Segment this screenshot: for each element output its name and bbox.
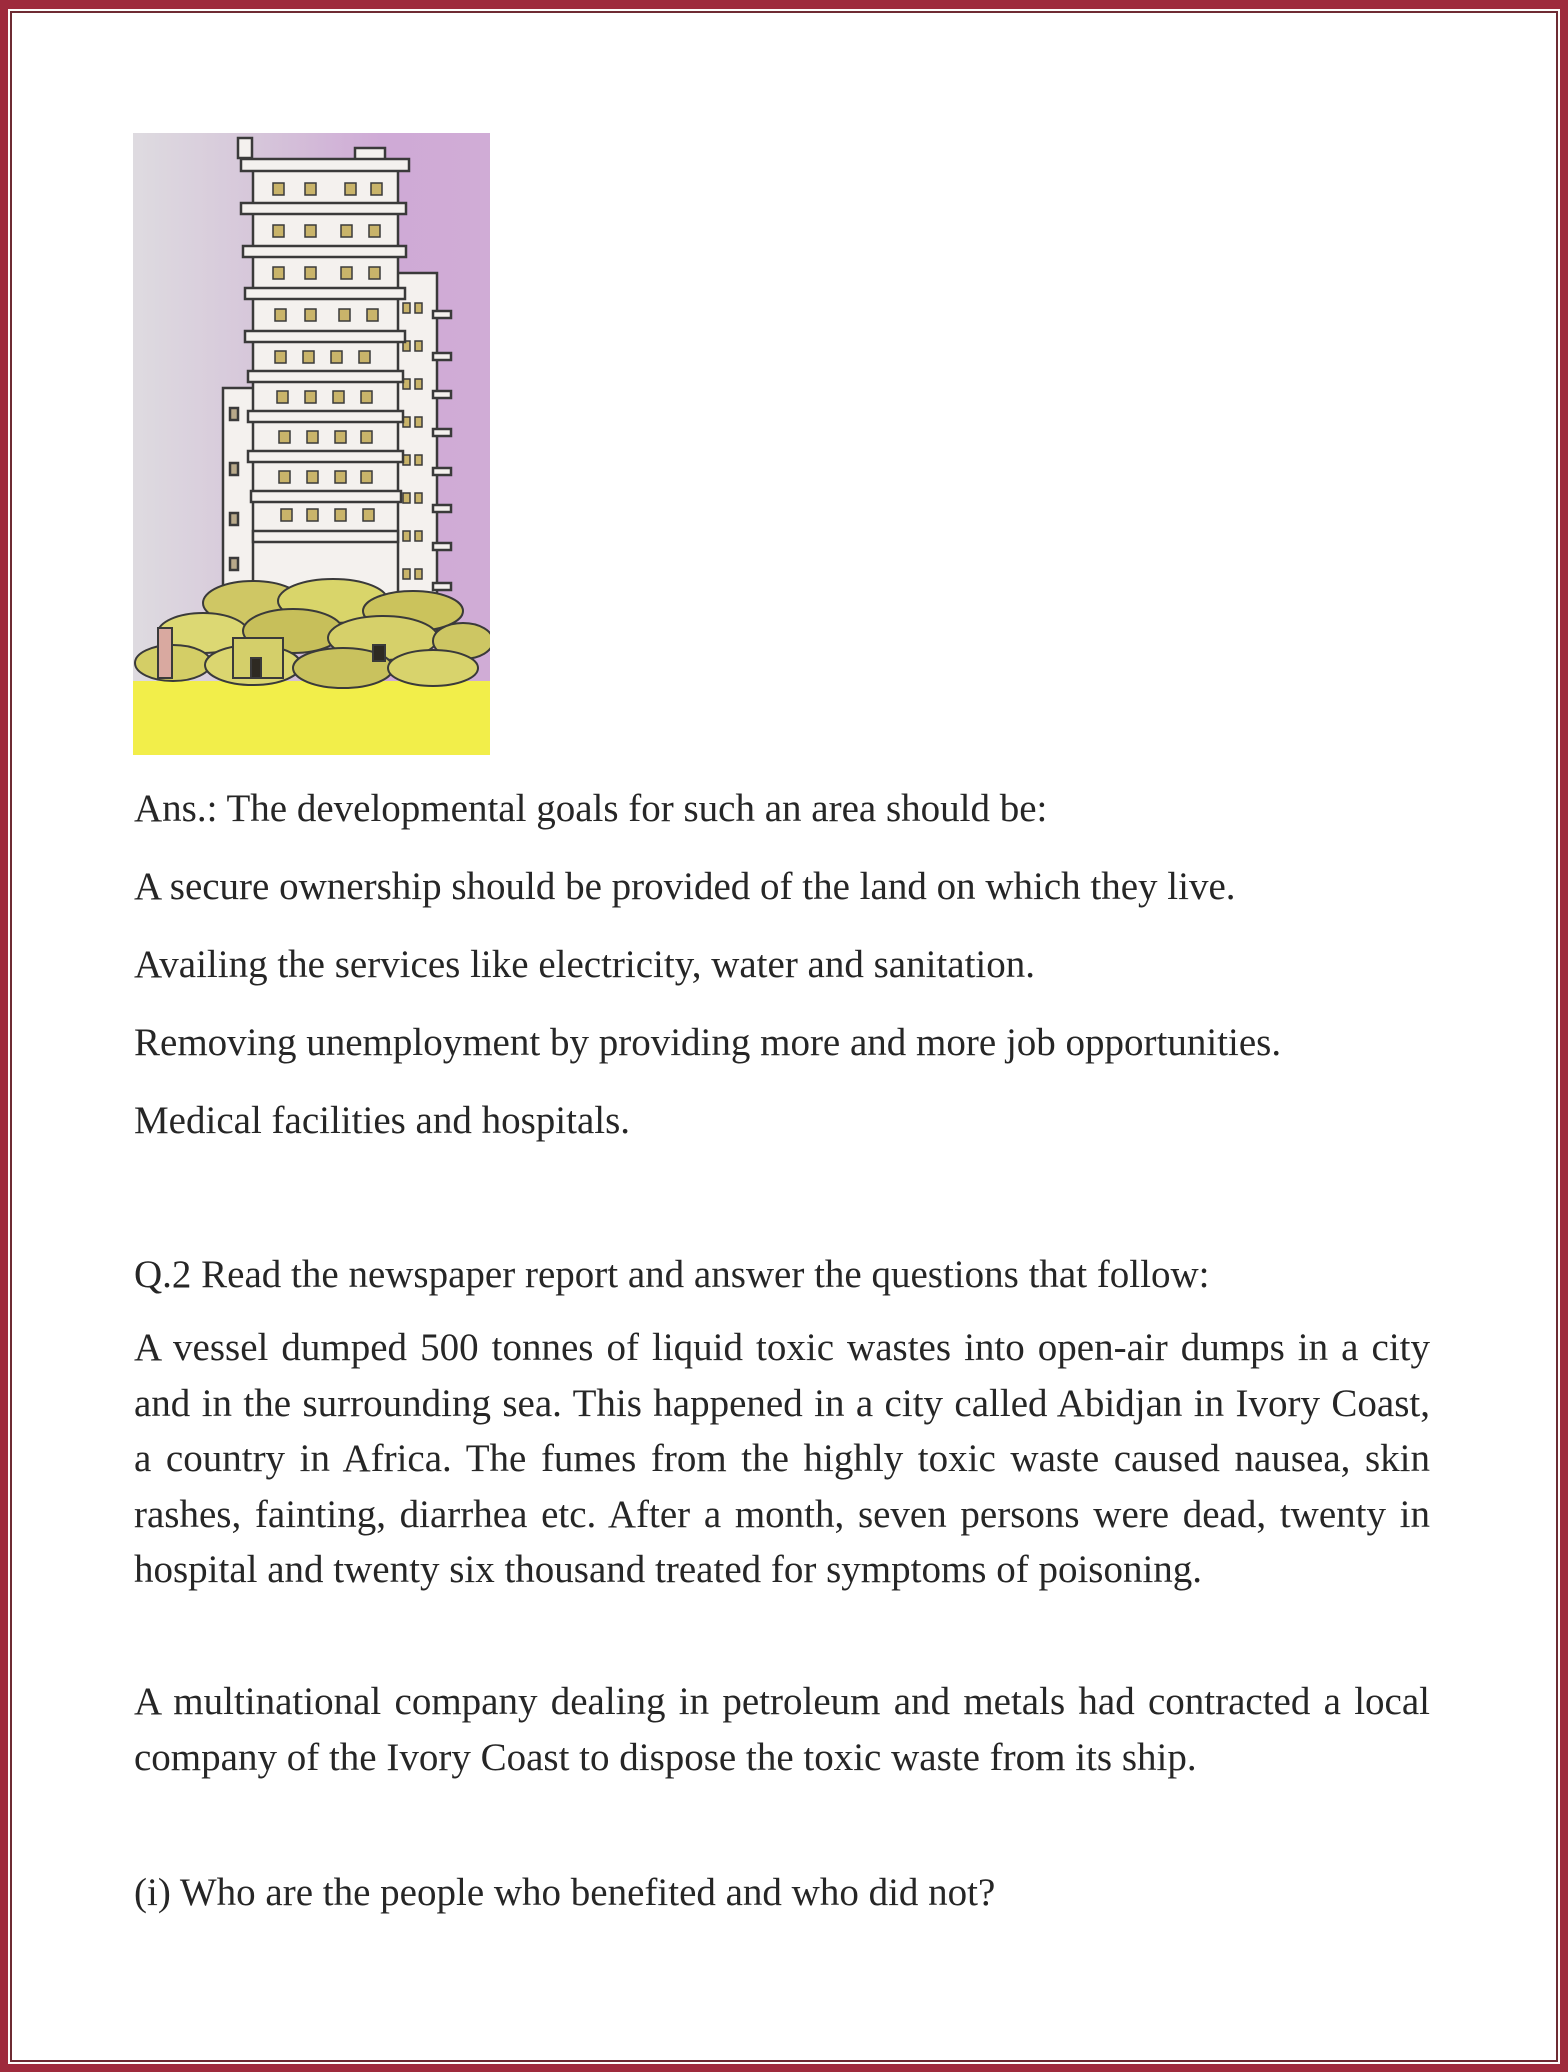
report-paragraph-2: A multinational company dealing in petroleum and metals had contracted a local company of the Ivory Coast to dispose the toxic waste from its ship.: [134, 1680, 1430, 1779]
tower-over-slum-illustration: [133, 133, 490, 755]
sub-question-1: (i) Who are the people who benefited and who did not?: [134, 1871, 996, 1914]
answer-point: Removing unemployment by providing more and more job opportunities.: [134, 1021, 1282, 1064]
answer-point: Medical facilities and hospitals.: [134, 1099, 631, 1142]
answer-intro: Ans.: The developmental goals for such an area should be:: [134, 787, 1048, 830]
question-2-heading: Q.2 Read the newspaper report and answer the questions that follow:: [134, 1253, 1210, 1296]
report-paragraph-1: A vessel dumped 500 tonnes of liquid toxic wastes into open-air dumps in a city and in the surrounding sea. This happened in a city called Abidjan in Ivory Coast, a country in Africa. The fumes from the highly toxic waste caused nausea, skin rashes, fainting, diarrhea etc. After a month, seven persons were dead, twenty in hospital and twenty six thousand treated for symptoms of poisoning.: [134, 1326, 1430, 1591]
answer-point: A secure ownership should be provided of the land on which they live.: [134, 865, 1236, 908]
answer-point: Availing the services like electricity, water and sanitation.: [134, 943, 1035, 986]
